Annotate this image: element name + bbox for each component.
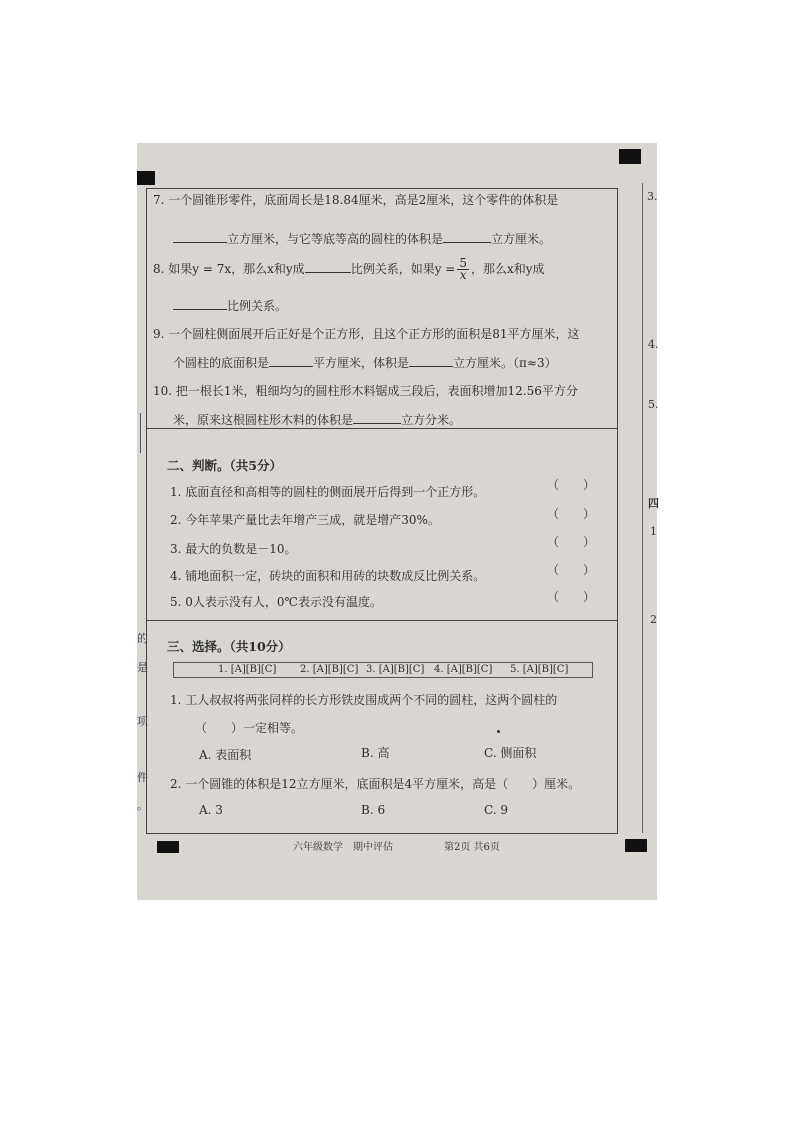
q9-line1: 9. 一个圆柱侧面展开后正好是个正方形，且这个正方形的面积是81平方厘米，这 <box>153 327 580 341</box>
judge-item-4: 4. 铺地面积一定，砖块的面积和用砖的块数成反比例关系。 <box>170 569 486 583</box>
judge-item-2: 2. 今年苹果产量比去年增产三成，就是增产30%。 <box>170 513 440 527</box>
q8-line1: 8. 如果y = 7x，那么x和y成 比例关系，如果y = $\frac{5}{x}$ ，那么x和y成 <box>153 256 545 282</box>
left-fragment-1: 的 <box>137 632 148 645</box>
right-fragment-1: 3. <box>647 190 658 203</box>
answer-slot-3[interactable]: 3. [A][B][C] <box>366 664 425 675</box>
choice-q1-option-b[interactable]: B. 高 <box>361 746 390 760</box>
answer-slot-5[interactable]: 5. [A][B][C] <box>510 664 569 675</box>
registration-mark-top-left <box>137 171 155 185</box>
choice-q2-option-b[interactable]: B. 6 <box>361 803 386 817</box>
right-fragment-2: 4. <box>648 338 659 351</box>
left-page-border <box>137 413 141 453</box>
left-fragment-2: 是 <box>137 661 148 674</box>
q8-blank-2[interactable] <box>173 298 227 310</box>
q10-blank[interactable] <box>353 412 401 424</box>
left-fragment-3: 项 <box>137 715 148 728</box>
choice-q1-option-c[interactable]: C. 侧面积 <box>484 746 537 760</box>
scanned-page <box>137 143 657 900</box>
q8-blank-1[interactable] <box>305 261 351 273</box>
q8-line2: 比例关系。 <box>173 298 287 313</box>
section-divider-2 <box>147 428 617 429</box>
q10-line2: 米，原来这根圆柱形木料的体积是 立方分米。 <box>173 413 462 427</box>
choice-q2-option-a[interactable]: A. 3 <box>199 803 223 817</box>
judge-item-5: 5. 0人表示没有人，0℃表示没有温度。 <box>170 595 382 609</box>
q7-blank-2[interactable] <box>443 231 491 243</box>
q10-line1: 10. 把一根长1米，粗细均匀的圆柱形木料锯成三段后，表面积增加12.56平方分 <box>153 384 578 398</box>
left-fragment-4: 件 <box>137 771 148 784</box>
footer-subject: 六年级数学 期中评估 <box>293 842 393 853</box>
judge-answer-1[interactable]: （ ） <box>547 478 596 492</box>
choice-q1-option-a[interactable]: A. 表面积 <box>199 748 252 762</box>
judge-answer-3[interactable]: （ ） <box>547 535 596 549</box>
choice-q2-option-c[interactable]: C. 9 <box>484 803 509 817</box>
registration-mark-bottom-left <box>157 841 179 853</box>
section2-title: 二、判断。（共5分） <box>167 458 282 473</box>
q9-blank-1[interactable] <box>269 355 313 367</box>
right-fragment-6: 2 <box>650 613 657 626</box>
right-fragment-3: 5. <box>648 398 659 411</box>
q7-blank-1[interactable] <box>173 231 227 243</box>
q9-line2: 个圆柱的底面积是 平方厘米，体积是 立方厘米。（π≈3） <box>173 356 557 370</box>
answer-sheet-bar <box>173 662 593 678</box>
choice-q2-line1: 2. 一个圆锥的体积是12立方厘米，底面积是4平方厘米，高是（ ）厘米。 <box>170 777 581 791</box>
answer-slot-4[interactable]: 4. [A][B][C] <box>434 664 493 675</box>
judge-answer-4[interactable]: （ ） <box>547 563 596 577</box>
pen-dot <box>497 730 500 733</box>
section3-title: 三、选择。（共10分） <box>167 639 291 654</box>
registration-mark-top-right <box>619 149 641 164</box>
judge-answer-5[interactable]: （ ） <box>547 590 596 604</box>
judge-item-3: 3. 最大的负数是－10。 <box>170 542 297 556</box>
section-divider-3 <box>147 620 617 621</box>
q7-line1: 7. 一个圆锥形零件，底面周长是18.84厘米，高是2厘米，这个零件的体积是 <box>153 193 559 207</box>
judge-item-1: 1. 底面直径和高相等的圆柱的侧面展开后得到一个正方形。 <box>170 485 486 499</box>
judge-answer-2[interactable]: （ ） <box>547 507 596 521</box>
choice-q1-line2: （ ）一定相等。 <box>195 721 304 735</box>
right-fragment-5: 1 <box>650 525 657 538</box>
answer-slot-2[interactable]: 2. [A][B][C] <box>300 664 359 675</box>
registration-mark-bottom-right <box>625 839 647 852</box>
q9-blank-2[interactable] <box>409 355 453 367</box>
right-fragment-4: 四 <box>648 497 659 510</box>
footer-page-number: 第2页 共6页 <box>444 842 500 853</box>
choice-q1-line1: 1. 工人叔叔将两张同样的长方形铁皮围成两个不同的圆柱，这两个圆柱的 <box>170 693 558 707</box>
q7-line2: 立方厘米，与它等底等高的圆柱的体积是 立方厘米。 <box>173 231 551 246</box>
right-page-border <box>642 183 643 833</box>
answer-slot-1[interactable]: 1. [A][B][C] <box>218 664 277 675</box>
left-fragment-5: 。 <box>137 799 148 812</box>
q8-fraction: $\frac{5}{x}$ <box>459 256 467 282</box>
